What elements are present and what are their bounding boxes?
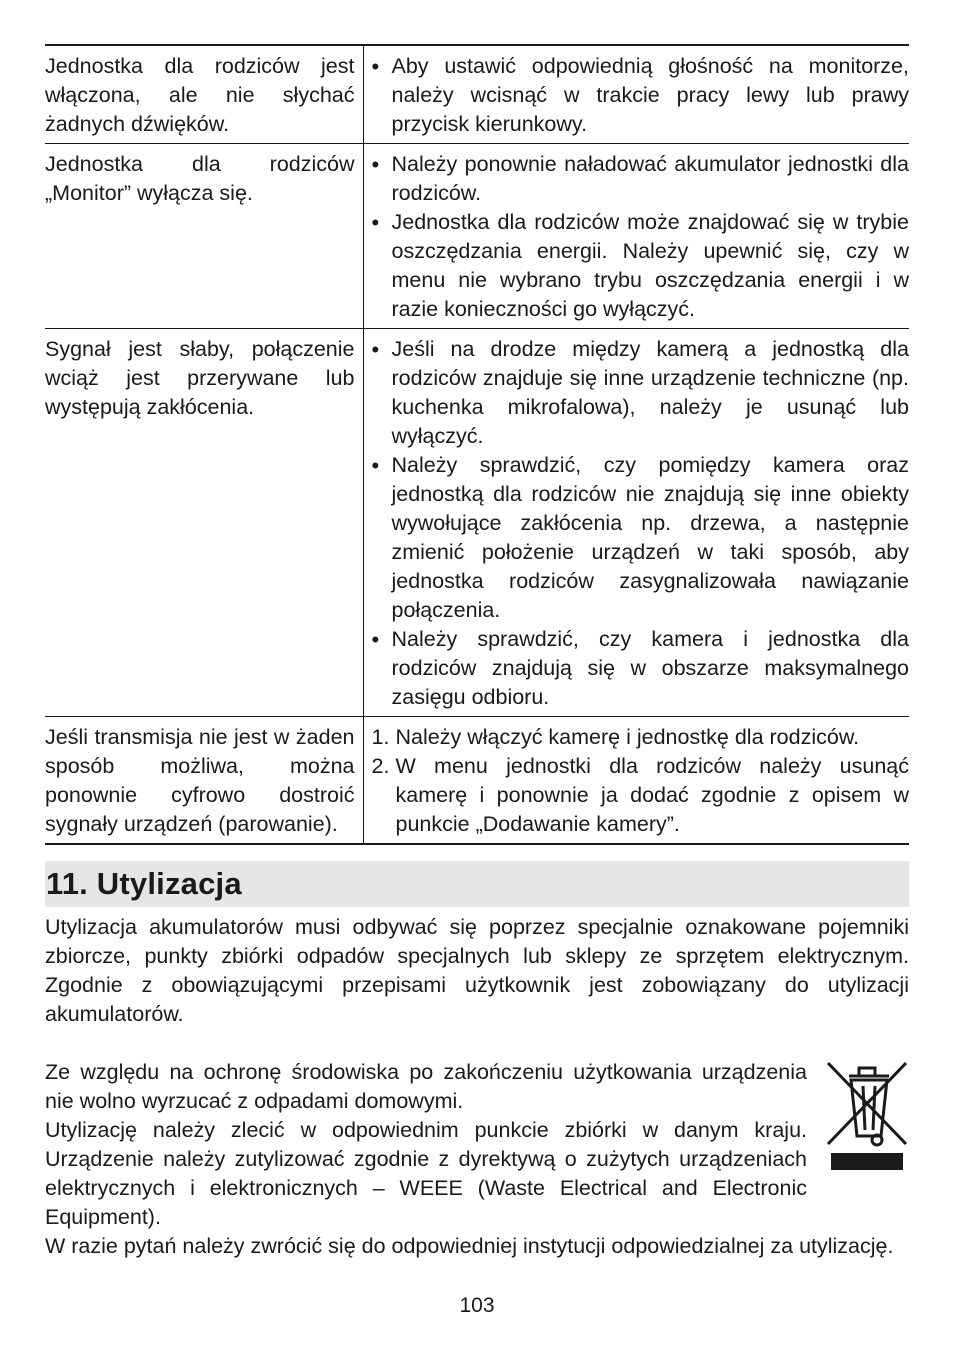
step-text: Należy włączyć kamerę i jednostkę dla rodziców. <box>395 725 860 749</box>
table-row <box>45 45 909 144</box>
problem-cell: Sygnał jest słaby, połączenie wciąż jest przerywane lub występują zakłócenia. <box>45 329 363 717</box>
questions-paragraph: W razie pytań należy zwrócić się do odpowiedniej instytucji odpowiedzialnej za utylizację. <box>45 1234 894 1258</box>
battery-disposal-paragraph: Utylizacja akumulatorów musi odbywać się poprzez specjalnie oznakowane pojemniki zbiorcze, punkty zbiórki odpadów specjalnych lub sklepy ze sprzętem elektrycznym. Zgodnie z obowiązującymi przepisami użytkownik jest zobowiązany do utylizacji akumulatorów. <box>45 915 909 1026</box>
problem-cell: Jednostka dla rodziców „Monitor” wyłącza się. <box>45 144 363 329</box>
problem-cell: Jeśli transmisja nie jest w żaden sposób możliwa, można ponownie cyfrowo dostroić sygnały urządzeń (parowanie). <box>45 717 363 845</box>
weee-block <box>45 1058 909 1261</box>
step-text: W menu jednostki dla rodziców należy usunąć kamerę i ponownie ja dodać zgodnie z opisem w punkcie „Dodawanie kamery”. <box>395 754 909 836</box>
problem-cell: Jednostka dla rodziców jest włączona, ale nie słychać żadnych dźwięków. <box>45 45 363 144</box>
solution-item: • Należy ponownie naładować akumulator jednostki dla rodziców. <box>370 150 910 208</box>
section-heading-bar <box>45 861 909 907</box>
step-item <box>370 723 910 752</box>
page-number: 103 <box>459 1294 495 1317</box>
solution-item: • Jednostka dla rodziców może znajdować się w trybie oszczędzania energii. Należy upewnić się, czy w menu nie wybrano trybu oszczędzania energii i w razie konieczności go wyłączyć. <box>370 208 910 324</box>
table-row <box>45 329 909 717</box>
collection-paragraph: Utylizację należy zlecić w odpowiednim punkcie zbiórki w danym kraju. Urządzenie należy zutylizować zgodnie z dyrektywą o zużytych urządzeniach elektrycznych i elektronicznych – WEEE (Waste Electrical and Electronic Equipment). <box>45 1118 807 1229</box>
step-item <box>370 752 910 839</box>
solution-item: • Należy sprawdzić, czy pomiędzy kamera oraz jednostką dla rodziców nie znajdują się inne obiekty wywołujące zakłócenia np. drzewa, a następnie zmienić położenie urządzeń w taki sposób, aby jednostka rodziców zasygnalizowała nawiązanie połączenia. <box>370 451 910 625</box>
solution-cell <box>363 45 909 144</box>
table-row <box>45 717 909 845</box>
solution-item: • Aby ustawić odpowiednią głośność na monitorze, należy wcisnąć w trakcie pracy lewy lub prawy przycisk kierunkowy. <box>370 52 910 139</box>
solution-item: • Należy sprawdzić, czy kamera i jednostka dla rodziców znajdują się w obszarze maksymalnego zasięgu odbioru. <box>370 625 910 712</box>
weee-crossed-out-bin-icon <box>825 1058 909 1176</box>
step-number: 2. <box>371 754 390 778</box>
solution-item: • Jeśli na drodze między kamerą a jednostką dla rodziców znajduje się inne urządzenie techniczne (np. kuchenka mikrofalowa), należy je usunąć lub wyłączyć. <box>370 335 910 451</box>
troubleshooting-table <box>45 44 909 845</box>
step-number: 1. <box>371 725 390 749</box>
solution-cell <box>363 329 909 717</box>
solution-cell <box>363 717 909 845</box>
environment-paragraph: Ze względu na ochronę środowiska po zakończeniu użytkowania urządzenia nie wolno wyrzucać z odpadami domowymi. <box>45 1060 807 1113</box>
table-row <box>45 144 909 329</box>
solution-cell <box>363 144 909 329</box>
manual-page <box>45 44 909 1261</box>
section-title: 11. Utylizacja <box>46 866 242 901</box>
